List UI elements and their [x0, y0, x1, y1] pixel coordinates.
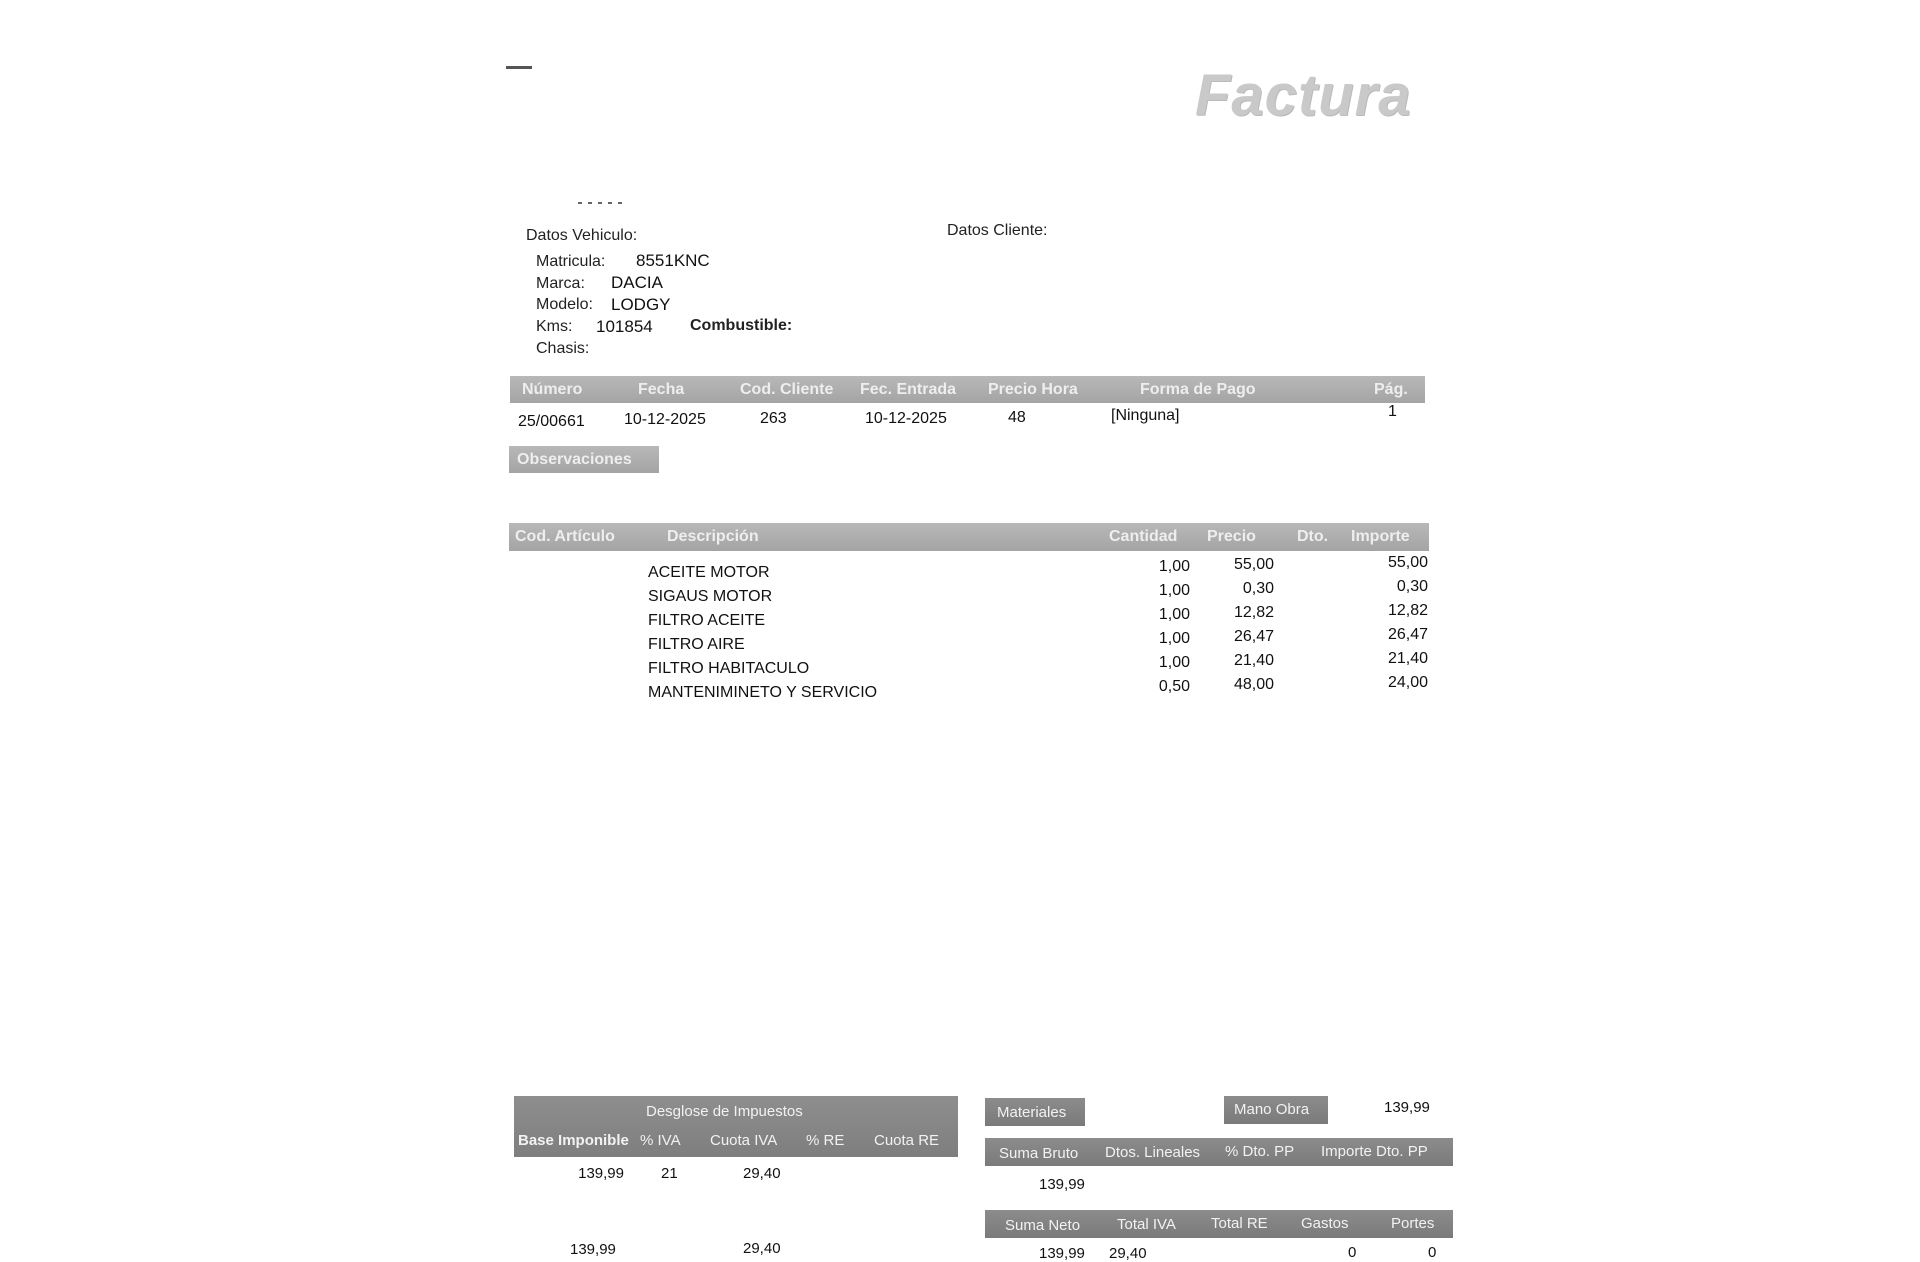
- item-description: FILTRO ACEITE: [648, 612, 766, 629]
- item-price: 55,00: [1233, 556, 1274, 573]
- mano-obra-label: Mano Obra: [1234, 1101, 1310, 1118]
- tax-base: 139,99: [578, 1165, 624, 1182]
- item-price: 26,47: [1233, 628, 1274, 645]
- payment-method: [Ninguna]: [1111, 407, 1180, 424]
- tax-total-cuota-iva: 29,40: [743, 1240, 781, 1257]
- item-description: MANTENIMINETO Y SERVICIO: [648, 684, 878, 701]
- col-suma-bruto: Suma Bruto: [999, 1145, 1079, 1162]
- col-cod-articulo: Cod. Artículo: [515, 528, 615, 545]
- observaciones-bar: [509, 446, 659, 473]
- scan-mark: [506, 66, 532, 69]
- mano-obra-value: 139,99: [1384, 1099, 1430, 1116]
- suma-neto-value: 139,99: [1039, 1245, 1085, 1262]
- item-quantity: 1,00: [1158, 606, 1190, 623]
- tax-total-base: 139,99: [570, 1241, 616, 1258]
- col-descripcion: Descripción: [667, 528, 759, 545]
- item-quantity: 1,00: [1158, 582, 1190, 599]
- invoice-date: 10-12-2025: [624, 411, 706, 428]
- col-importe: Importe: [1351, 528, 1410, 545]
- invoice-header-bar: [510, 376, 1425, 403]
- matricula-label: Matricula:: [536, 253, 606, 270]
- col-cod-cliente: Cod. Cliente: [740, 381, 834, 398]
- item-price: 0,30: [1242, 580, 1274, 597]
- item-description: FILTRO HABITACULO: [648, 660, 810, 677]
- chasis-label: Chasis:: [536, 340, 590, 357]
- col-pagina: Pág.: [1374, 381, 1408, 398]
- matricula-value: 8551KNC: [636, 251, 710, 270]
- modelo-value: LODGY: [611, 295, 671, 314]
- item-description: FILTRO AIRE: [648, 636, 745, 653]
- combustible-label: Combustible:: [690, 317, 793, 334]
- col-forma-pago: Forma de Pago: [1140, 381, 1256, 398]
- marca-value: DACIA: [611, 273, 663, 292]
- item-amount: 12,82: [1387, 602, 1428, 619]
- col-dtos-lineales: Dtos. Lineales: [1105, 1144, 1201, 1161]
- item-price: 21,40: [1233, 652, 1274, 669]
- item-description: ACEITE MOTOR: [648, 564, 770, 581]
- kms-label: Kms:: [536, 318, 573, 335]
- tax-iva-pct: 21: [661, 1165, 678, 1182]
- item-price: 12,82: [1233, 604, 1274, 621]
- materiales-box: [985, 1098, 1085, 1126]
- item-price: 48,00: [1233, 676, 1274, 693]
- suma-bruto-value: 139,99: [1039, 1176, 1085, 1193]
- col-suma-neto: Suma Neto: [1005, 1217, 1081, 1234]
- col-portes: Portes: [1391, 1215, 1435, 1232]
- entry-date: 10-12-2025: [865, 410, 947, 427]
- hourly-price: 48: [1008, 409, 1026, 426]
- observaciones-label: Observaciones: [517, 451, 632, 468]
- neto-header: [985, 1210, 1453, 1238]
- page-number: 1: [1388, 403, 1397, 420]
- total-iva-value: 29,40: [1109, 1245, 1147, 1262]
- col-base-imponible: Base Imponible: [518, 1132, 629, 1149]
- col-total-re: Total RE: [1211, 1215, 1268, 1232]
- item-quantity: 1,00: [1158, 558, 1190, 575]
- item-amount: 55,00: [1387, 554, 1428, 571]
- col-precio-hora: Precio Hora: [988, 381, 1078, 398]
- items-header-bar: [509, 523, 1429, 551]
- col-pct-iva: % IVA: [640, 1132, 681, 1149]
- item-amount: 26,47: [1387, 626, 1428, 643]
- client-section-label: Datos Cliente:: [947, 222, 1048, 239]
- col-cantidad: Cantidad: [1109, 528, 1178, 545]
- col-fecha: Fecha: [638, 381, 685, 398]
- tax-breakdown-title: Desglose de Impuestos: [646, 1103, 803, 1120]
- col-gastos: Gastos: [1301, 1215, 1349, 1232]
- bruto-header: [985, 1138, 1453, 1166]
- item-quantity: 1,00: [1158, 654, 1190, 671]
- col-cuota-re: Cuota RE: [874, 1132, 940, 1149]
- invoice-number: 25/00661: [518, 413, 585, 430]
- modelo-label: Modelo:: [536, 296, 593, 313]
- col-dto: Dto.: [1297, 528, 1329, 545]
- col-importe-dto-pp: Importe Dto. PP: [1321, 1143, 1428, 1160]
- mano-obra-box: [1224, 1096, 1328, 1124]
- col-pct-re: % RE: [806, 1132, 845, 1149]
- col-precio: Precio: [1207, 528, 1256, 545]
- vehicle-section-label: Datos Vehiculo:: [526, 227, 638, 244]
- item-amount: 24,00: [1387, 674, 1428, 691]
- tax-cuota-iva: 29,40: [743, 1165, 781, 1182]
- client-code: 263: [760, 410, 787, 427]
- marca-label: Marca:: [536, 275, 585, 292]
- materiales-label: Materiales: [997, 1104, 1067, 1121]
- item-amount: 21,40: [1387, 650, 1428, 667]
- portes-value: 0: [1428, 1244, 1437, 1261]
- item-quantity: 1,00: [1158, 630, 1190, 647]
- col-fec-entrada: Fec. Entrada: [860, 381, 957, 398]
- document-title: Factura: [1195, 63, 1412, 128]
- scan-mark: [578, 202, 626, 204]
- item-description: SIGAUS MOTOR: [648, 588, 773, 605]
- col-total-iva: Total IVA: [1117, 1216, 1176, 1233]
- col-pct-dto-pp: % Dto. PP: [1225, 1143, 1295, 1160]
- item-amount: 0,30: [1396, 578, 1428, 595]
- tax-breakdown-header: [514, 1096, 958, 1157]
- kms-value: 101854: [596, 317, 653, 336]
- col-cuota-iva: Cuota IVA: [710, 1132, 778, 1149]
- col-numero: Número: [522, 381, 583, 398]
- gastos-value: 0: [1348, 1244, 1357, 1261]
- item-quantity: 0,50: [1158, 678, 1190, 695]
